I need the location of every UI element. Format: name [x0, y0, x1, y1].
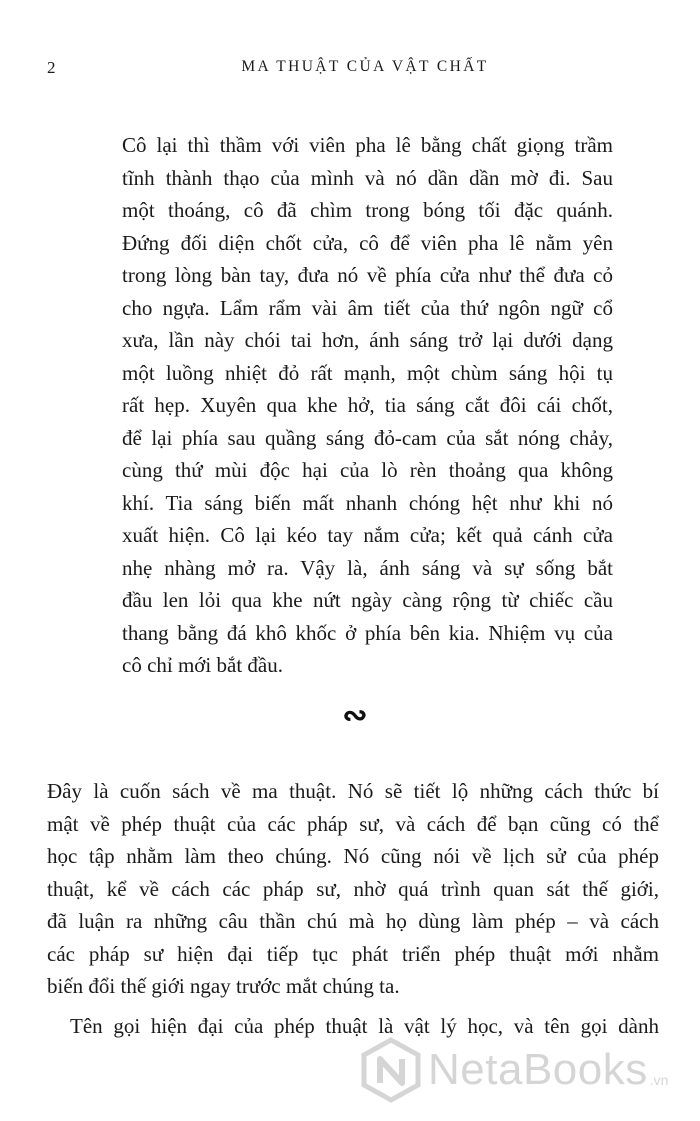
excerpt-line: một luồng nhiệt đỏ rất mạnh, một chùm sáng hội tụ [122, 360, 613, 385]
page-number: 2 [47, 58, 56, 77]
body-line: các pháp sư hiện đại tiếp tục phát triển phép thuật mới nhằm [47, 941, 659, 966]
excerpt-block [122, 129, 613, 682]
watermark-suffix: .vn [649, 1071, 669, 1088]
paragraph [47, 775, 659, 1003]
excerpt-line: để lại phía sau quầng sáng đỏ-cam của sắt nóng chảy, [122, 425, 613, 450]
excerpt-line: Cô lại thì thầm với viên pha lê bằng chất giọng trầm [122, 133, 613, 157]
body-line: Tên gọi hiện đại của phép thuật là vật lý học, và tên gọi dành [70, 1013, 659, 1038]
body-line: thuật, kể về cách các pháp sư, nhờ quá trình quan sát thế giới, [47, 876, 659, 901]
excerpt-line: khí. Tia sáng biến mất nhanh chóng hệt như khi nó [122, 490, 613, 515]
excerpt-line: Đứng đối diện chốt cửa, cô để viên pha lê nằm yên [122, 230, 613, 255]
excerpt-line: thang bằng đá khô khốc ở phía bên kia. Nhiệm vụ của [122, 620, 613, 645]
running-head: MA THUẬT CỦA VẬT CHẤT [241, 58, 489, 75]
body-line: học tập nhằm làm theo chúng. Nó cũng nói về lịch sử của phép [47, 844, 659, 868]
excerpt-line: đầu len lỏi qua khe nứt ngày càng rộng từ chiếc cầu [122, 588, 613, 612]
body-line: đã luận ra những câu thần chú mà họ dùng làm phép – và cách [47, 909, 659, 933]
body-text [47, 775, 659, 1042]
excerpt-line: nhẹ nhàng mở ra. Vậy là, ánh sáng và sự sống bắt [122, 555, 613, 580]
section-break-ornament: ∾ [342, 698, 368, 732]
body-line: Đây là cuốn sách về ma thuật. Nó sẽ tiết lộ những cách thức bí [47, 779, 659, 803]
watermark-brand: NetaBooks [428, 1044, 648, 1094]
excerpt-line: xuất hiện. Cô lại kéo tay nắm cửa; kết quả cánh cửa [122, 523, 613, 547]
excerpt-line: một thoáng, cô đã chìm trong bóng tối đặc quánh. [122, 198, 613, 222]
excerpt-line: rất hẹp. Xuyên qua khe hở, tia sáng cắt đôi cái chốt, [122, 393, 613, 417]
watermark [360, 1032, 668, 1107]
body-line: biến đổi thế giới ngay trước mắt chúng ta. [47, 974, 400, 998]
excerpt-line: trong lòng bàn tay, đưa nó về phía cửa như thể đưa cỏ [122, 263, 613, 287]
netabooks-logo-icon [360, 1037, 422, 1103]
excerpt-line: cho ngựa. Lẩm rẩm vài âm tiết của thứ ngôn ngữ cổ [122, 295, 613, 320]
body-line: mật về phép thuật của các pháp sư, và cách để bạn cũng có thể [47, 811, 659, 836]
excerpt-line: xưa, lần này chói tai hơn, ánh sáng trở lại dưới dạng [122, 328, 613, 352]
excerpt-line: cô chỉ mới bắt đầu. [122, 653, 283, 677]
excerpt-line: tĩnh thành thạo của mình và nó dần dần mờ đi. Sau [122, 165, 613, 190]
excerpt-line: cùng thứ mùi độc hại của lò rèn thoảng qua không [122, 458, 613, 482]
